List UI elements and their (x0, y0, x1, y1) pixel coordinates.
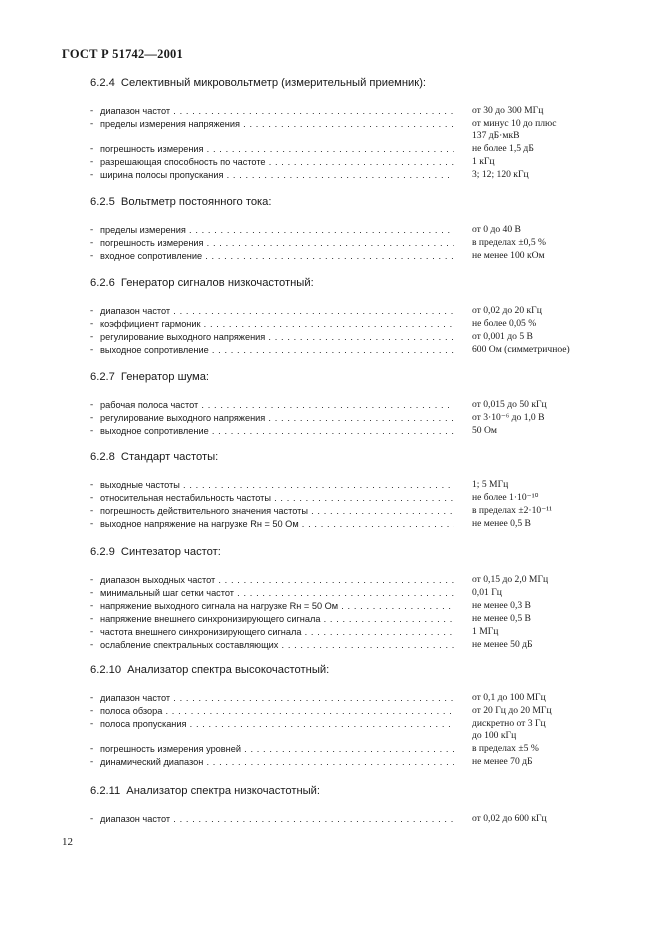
bullet-dash: - (90, 144, 94, 154)
spec-value: не менее 100 кОм (472, 250, 545, 261)
spec-row (90, 331, 590, 344)
spec-parameter: полоса обзора . . . (100, 705, 454, 718)
page-number: 12 (62, 836, 73, 848)
spec-value: от 0,15 до 2,0 МГц (472, 574, 549, 585)
spec-value: не менее 0,5 В (472, 613, 531, 624)
bullet-dash: - (90, 119, 94, 129)
spec-value: 600 Ом (симметричное) (472, 344, 570, 355)
spec-parameter: частота внешнего синхронизирующего сигнала . . . (100, 626, 454, 639)
spec-row (90, 224, 590, 237)
spec-row (90, 479, 590, 492)
spec-parameter: минимальный шаг сетки частот . . . (100, 587, 454, 600)
spec-parameter: коэффициент гармоник . . . (100, 318, 454, 331)
spec-row (90, 156, 590, 169)
section-number: 6.2.6 (90, 277, 115, 289)
section-title (90, 196, 590, 208)
section-number: 6.2.11 (90, 785, 121, 797)
spec-parameter: полоса пропускания . . . (100, 718, 454, 731)
spec-parameter: диапазон частот . . . (100, 305, 454, 318)
section-title (90, 77, 590, 89)
spec-parameter: диапазон частот . . . (100, 813, 454, 826)
section-title-text: Синтезатор частот: (120, 546, 221, 558)
spec-row (90, 425, 590, 438)
spec-row (90, 105, 590, 118)
spec-value: от 0,02 до 600 кГц (472, 813, 547, 824)
bullet-dash: - (90, 706, 94, 716)
spec-parameter: диапазон выходных частот . . . (100, 574, 454, 587)
spec-parameter: регулирование выходного напряжения . . . (100, 412, 454, 425)
section-title (90, 371, 590, 383)
spec-row (90, 813, 590, 826)
bullet-dash: - (90, 345, 94, 355)
spec-value: не менее 0,3 В (472, 600, 531, 611)
spec-row (90, 318, 590, 331)
spec-row (90, 505, 590, 518)
document-header: ГОСТ Р 51742—2001 (62, 47, 183, 61)
spec-parameter: регулирование выходного напряжения . . . (100, 331, 454, 344)
section-number: 6.2.4 (90, 77, 115, 89)
section-title (90, 451, 590, 463)
spec-value: не более 1,5 дБ (472, 143, 534, 154)
spec-value: от 0 до 40 В (472, 224, 521, 235)
spec-row (90, 237, 590, 250)
spec-row (90, 718, 590, 743)
section-6-2-11 (90, 785, 590, 826)
spec-value: от 3·10⁻⁶ до 1,0 В (472, 412, 545, 423)
spec-value: 1 МГц (472, 626, 499, 637)
spec-parameter: разрешающая способность по частоте . . . (100, 156, 454, 169)
spec-row (90, 587, 590, 600)
bullet-dash: - (90, 693, 94, 703)
bullet-dash: - (90, 506, 94, 516)
spec-value: от минус 10 до плюс 137 дБ·мкВ (472, 118, 557, 141)
spec-row (90, 692, 590, 705)
spec-row (90, 626, 590, 639)
spec-value: от 0,1 до 100 МГц (472, 692, 546, 703)
bullet-dash: - (90, 614, 94, 624)
section-title-text: Стандарт частоты: (120, 451, 219, 463)
section-number: 6.2.7 (90, 371, 115, 383)
bullet-dash: - (90, 627, 94, 637)
spec-row (90, 412, 590, 425)
spec-parameter: динамический диапазон . . . (100, 756, 454, 769)
bullet-dash: - (90, 588, 94, 598)
section-title-text: Анализатор спектра низкочастотный: (126, 785, 321, 797)
spec-value: не более 0,05 % (472, 318, 537, 329)
spec-value: не менее 50 дБ (472, 639, 533, 650)
spec-parameter: выходные частоты . . . (100, 479, 454, 492)
section-6-2-10 (90, 664, 590, 769)
spec-row (90, 492, 590, 505)
section-6-2-8 (90, 451, 590, 531)
bullet-dash: - (90, 157, 94, 167)
section-number: 6.2.5 (90, 196, 115, 208)
section-6-2-6 (90, 277, 590, 357)
bullet-dash: - (90, 493, 94, 503)
spec-parameter: напряжение внешнего синхронизирующего сигнала . . . (100, 613, 454, 626)
spec-parameter: выходное напряжение на нагрузке Rн = 50 Ом . . . (100, 518, 454, 531)
spec-parameter: входное сопротивление . . . (100, 250, 454, 263)
section-title (90, 785, 590, 797)
spec-value: в пределах ±2·10⁻¹¹ (472, 505, 553, 516)
section-title-text: Селективный микровольтметр (измерительный приемник): (120, 77, 427, 89)
spec-parameter: диапазон частот . . . (100, 105, 454, 118)
section-6-2-5 (90, 196, 590, 263)
section-title (90, 277, 590, 289)
spec-row (90, 600, 590, 613)
section-title-text: Вольтметр постоянного тока: (120, 196, 272, 208)
bullet-dash: - (90, 814, 94, 824)
spec-row (90, 344, 590, 357)
spec-value: в пределах ±5 % (472, 743, 539, 754)
spec-row (90, 613, 590, 626)
bullet-dash: - (90, 719, 94, 729)
bullet-dash: - (90, 640, 94, 650)
spec-row (90, 399, 590, 412)
bullet-dash: - (90, 575, 94, 585)
bullet-dash: - (90, 519, 94, 529)
section-number: 6.2.9 (90, 546, 115, 558)
bullet-dash: - (90, 225, 94, 235)
bullet-dash: - (90, 757, 94, 767)
section-6-2-4 (90, 77, 590, 182)
spec-value: не менее 70 дБ (472, 756, 533, 767)
section-title (90, 546, 590, 558)
spec-parameter: погрешность измерения . . . (100, 143, 454, 156)
section-number: 6.2.8 (90, 451, 115, 463)
spec-value: от 30 до 300 МГц (472, 105, 544, 116)
section-6-2-9 (90, 546, 590, 652)
section-title (90, 664, 590, 676)
bullet-dash: - (90, 238, 94, 248)
spec-row (90, 756, 590, 769)
spec-parameter: пределы измерения . . . (100, 224, 454, 237)
spec-parameter: диапазон частот . . . (100, 692, 454, 705)
bullet-dash: - (90, 744, 94, 754)
bullet-dash: - (90, 170, 94, 180)
bullet-dash: - (90, 413, 94, 423)
spec-row (90, 305, 590, 318)
spec-value: 0,01 Гц (472, 587, 502, 598)
section-title-text: Анализатор спектра высокочастотный: (127, 664, 330, 676)
bullet-dash: - (90, 306, 94, 316)
spec-row (90, 705, 590, 718)
spec-value: не более 1·10⁻¹⁰ (472, 492, 539, 503)
spec-parameter: напряжение выходного сигнала на нагрузке Rн = 50 Ом . . . (100, 600, 454, 613)
section-title-text: Генератор шума: (120, 371, 210, 383)
spec-parameter: выходное сопротивление . . . (100, 344, 454, 357)
spec-parameter: рабочая полоса частот . . . (100, 399, 454, 412)
spec-parameter: погрешность измерения . . . (100, 237, 454, 250)
spec-value: от 0,001 до 5 В (472, 331, 533, 342)
spec-parameter: относительная нестабильность частоты . . . (100, 492, 454, 505)
bullet-dash: - (90, 601, 94, 611)
section-title-text: Генератор сигналов низкочастотный: (120, 277, 314, 289)
section-6-2-7 (90, 371, 590, 438)
bullet-dash: - (90, 400, 94, 410)
spec-row (90, 518, 590, 531)
spec-row (90, 574, 590, 587)
spec-value: в пределах ±0,5 % (472, 237, 547, 248)
spec-row (90, 118, 590, 143)
spec-parameter: погрешность измерения уровней . . . (100, 743, 454, 756)
spec-value: 3; 12; 120 кГц (472, 169, 529, 180)
spec-row (90, 250, 590, 263)
bullet-dash: - (90, 332, 94, 342)
spec-parameter: ширина полосы пропускания . . . (100, 169, 454, 182)
spec-parameter: выходное сопротивление . . . (100, 425, 454, 438)
spec-value: от 0,02 до 20 кГц (472, 305, 542, 316)
spec-parameter: пределы измерения напряжения . . . (100, 118, 454, 131)
spec-value: 1; 5 МГц (472, 479, 509, 490)
bullet-dash: - (90, 426, 94, 436)
spec-row (90, 743, 590, 756)
spec-parameter: погрешность действительного значения частоты . . . (100, 505, 454, 518)
spec-value: от 0,015 до 50 кГц (472, 399, 547, 410)
spec-row (90, 639, 590, 652)
spec-row (90, 143, 590, 156)
bullet-dash: - (90, 106, 94, 116)
spec-value: 1 кГц (472, 156, 495, 167)
bullet-dash: - (90, 319, 94, 329)
bullet-dash: - (90, 251, 94, 261)
spec-value: не менее 0,5 В (472, 518, 531, 529)
spec-value: дискретно от 3 Гц до 100 кГц (472, 718, 546, 741)
spec-parameter: ослабление спектральных составляющих . . . (100, 639, 454, 652)
bullet-dash: - (90, 480, 94, 490)
spec-value: от 20 Гц до 20 МГц (472, 705, 552, 716)
section-number: 6.2.10 (90, 664, 122, 676)
spec-value: 50 Ом (472, 425, 497, 436)
spec-row (90, 169, 590, 182)
